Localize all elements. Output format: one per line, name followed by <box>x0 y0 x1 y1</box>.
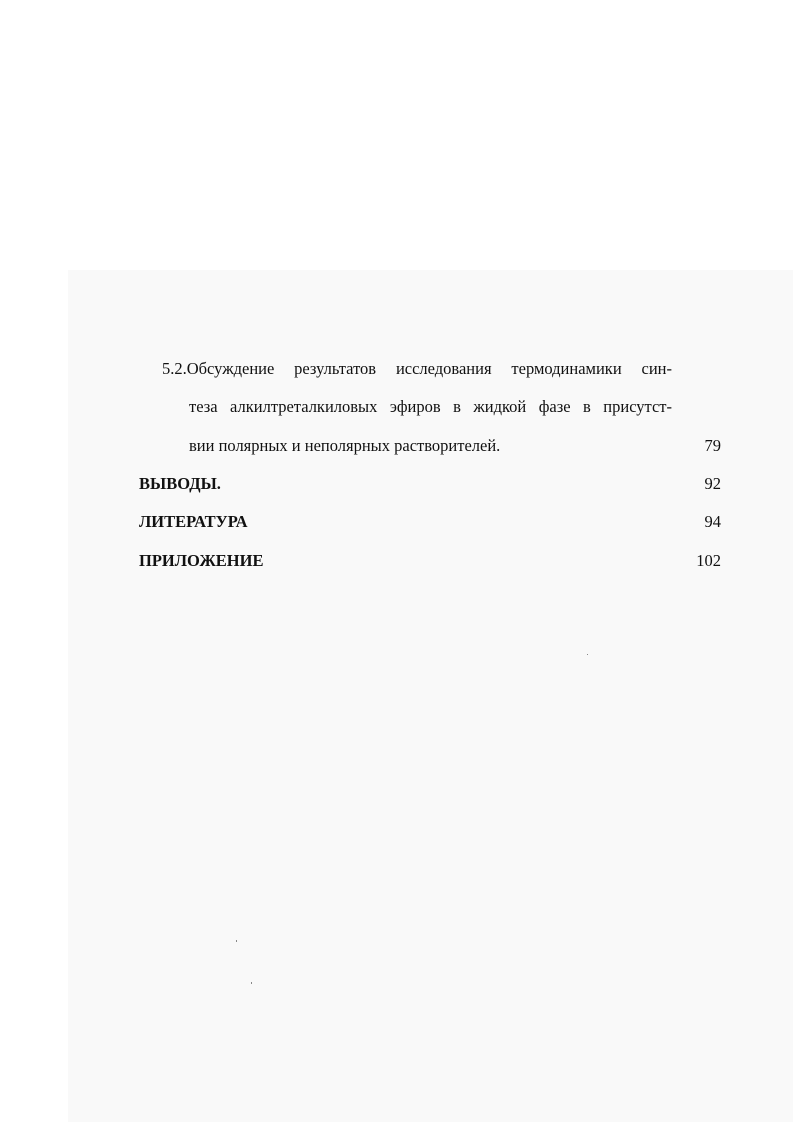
toc-heading-conclusions: ВЫВОДЫ. <box>139 474 221 493</box>
toc-entry-5-2-line-1: 5.2.Обсуждение результатов исследования термодинамики син- <box>162 359 672 378</box>
scan-speck <box>251 982 252 984</box>
toc-entry-5-2-line-3: вии полярных и неполярных растворителей. <box>189 436 501 455</box>
toc-entry-5-2-page-number: 79 <box>704 436 721 455</box>
toc-conclusions-page-number: 92 <box>704 474 721 493</box>
toc-entry-5-2-line-2: теза алкилтреталкиловых эфиров в жидкой фазе в присутст- <box>189 397 672 416</box>
toc-heading-appendix: ПРИЛОЖЕНИЕ <box>139 551 264 570</box>
toc-literature-page-number: 94 <box>704 512 721 531</box>
scan-speck <box>587 654 588 655</box>
scan-speck <box>236 940 237 942</box>
toc-heading-literature: ЛИТЕРАТУРА <box>139 512 248 531</box>
toc-appendix-page-number: 102 <box>696 551 721 570</box>
